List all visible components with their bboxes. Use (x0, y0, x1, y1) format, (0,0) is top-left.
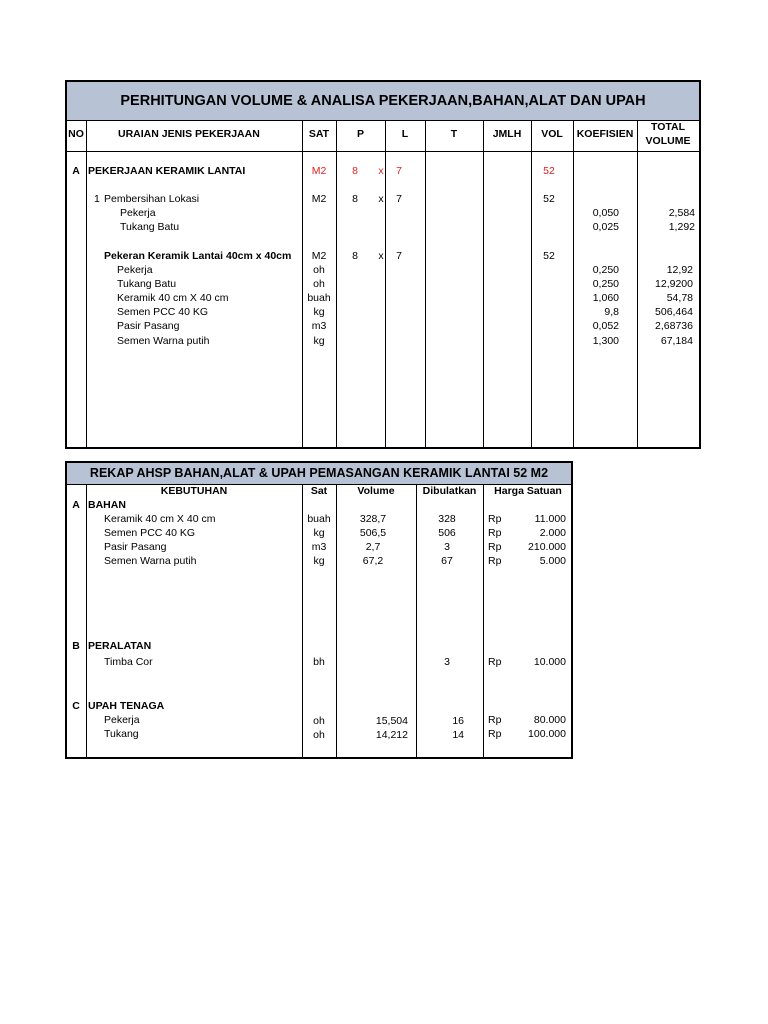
bahan-row-harga: 5.000 (539, 555, 566, 567)
item1-vol: 52 (543, 193, 555, 205)
bahan-row-label: Semen Warna putih (104, 555, 197, 567)
item2-row-label: Tukang Batu (117, 278, 177, 290)
item2-row-sat: kg (313, 335, 325, 347)
item1-label: Pembersihan Lokasi (104, 193, 200, 205)
item2-row-sat: kg (313, 306, 325, 318)
bahan-row-sat: m3 (311, 541, 327, 553)
bahan-row-volume: 328,7 (359, 513, 387, 525)
item1-l: 7 (396, 193, 402, 205)
item2-row-koef: 0,250 (592, 278, 619, 290)
page-title: PERHITUNGAN VOLUME & ANALISA PEKERJAAN,BAHAN,ALAT DAN UPAH (120, 93, 646, 109)
item1-sat: M2 (311, 193, 327, 205)
item2-row-sat: m3 (311, 320, 327, 332)
item2-row-koef: 9,8 (604, 306, 619, 318)
recap-title-bar (67, 463, 571, 485)
bahan-row-dibulatkan: 67 (441, 555, 453, 567)
table-title-bar (67, 82, 699, 121)
item2-row-total: 54,78 (666, 292, 693, 304)
bahan-row-volume: 67,2 (362, 555, 384, 567)
col-header-sat: Sat (310, 485, 328, 497)
col-header-no: NO (68, 128, 84, 140)
col-header-koefisien: KOEFISIEN (576, 128, 634, 140)
bahan-label: BAHAN (88, 499, 126, 511)
item1-no: 1 (94, 193, 100, 205)
bahan-row-rp: Rp (488, 513, 502, 525)
item1-row-label: Pekerja (120, 207, 156, 219)
bahan-row-harga: 2.000 (539, 527, 566, 539)
upah-row-rp: Rp (488, 728, 502, 740)
col-header-jmlh: JMLH (492, 128, 522, 140)
upah-row-sat: oh (313, 729, 325, 741)
item2-row-koef: 1,060 (592, 292, 619, 304)
section-a-no: A (72, 165, 80, 177)
upah-row-harga: 100.000 (528, 728, 566, 740)
item2-vol: 52 (543, 250, 555, 262)
col-header-harga-satuan: Harga Satuan (494, 485, 562, 497)
bahan-row-rp: Rp (488, 541, 502, 553)
col-header-t: T (450, 128, 458, 140)
section-a-x: x (378, 165, 384, 177)
bahan-row-dibulatkan: 3 (444, 541, 450, 553)
upah-row-label: Tukang (104, 728, 139, 740)
item2-row-total: 12,9200 (655, 278, 693, 290)
item2-row-koef: 1,300 (592, 335, 619, 347)
col-header-kebutuhan: KEBUTUHAN (160, 485, 228, 497)
upah-row-sat: oh (313, 715, 325, 727)
upah-no: C (72, 700, 80, 712)
upah-row-rp: Rp (488, 714, 502, 726)
col-header-volume: VOLUME (645, 135, 691, 147)
item2-row-label: Pasir Pasang (117, 320, 180, 332)
item2-row-sat: oh (313, 278, 325, 290)
col-header-l: L (401, 128, 409, 140)
col-header-uraian: URAIAN JENIS PEKERJAAN (118, 128, 260, 140)
item2-sat: M2 (311, 250, 327, 262)
item2-row-sat: buah (307, 292, 331, 304)
section-a-label: PEKERJAAN KERAMIK LANTAI (88, 165, 246, 177)
item2-row-sat: oh (313, 264, 325, 276)
item2-row-label: Pekerja (117, 264, 153, 276)
bahan-row-harga: 11.000 (534, 513, 566, 525)
item1-row-koef: 0,025 (592, 221, 619, 233)
upah-row-dibulatkan: 16 (452, 715, 464, 727)
bahan-row-rp: Rp (488, 555, 502, 567)
item1-x: x (378, 193, 384, 205)
upah-row-dibulatkan: 14 (452, 729, 464, 741)
item1-row-total: 2,584 (668, 207, 695, 219)
item1-row-total: 1,292 (668, 221, 695, 233)
recap-title: REKAP AHSP BAHAN,ALAT & UPAH PEMASANGAN KERAMIK LANTAI 52 M2 (89, 466, 549, 480)
item2-l: 7 (396, 250, 402, 262)
peralatan-no: B (72, 640, 80, 652)
item1-row-label: Tukang Batu (120, 221, 180, 233)
bahan-row-label: Semen PCC 40 KG (104, 527, 196, 539)
peralatan-row-sat: bh (313, 656, 325, 668)
item2-row-koef: 0,052 (592, 320, 619, 332)
section-a-l: 7 (396, 165, 402, 177)
bahan-row-sat: kg (313, 555, 325, 567)
col-header-total: TOTAL (650, 121, 686, 133)
bahan-no: A (72, 499, 80, 511)
item2-p: 8 (352, 250, 358, 262)
section-a-vol: 52 (543, 165, 555, 177)
bahan-row-dibulatkan: 506 (438, 527, 456, 539)
bahan-row-dibulatkan: 328 (438, 513, 456, 525)
upah-row-label: Pekerja (104, 714, 140, 726)
bahan-row-sat: buah (307, 513, 331, 525)
bahan-row-harga: 210.000 (528, 541, 566, 553)
item2-row-total: 12,92 (666, 264, 693, 276)
item1-p: 8 (352, 193, 358, 205)
col-header-vol: VOL (541, 128, 563, 140)
col-header-p: P (356, 128, 364, 140)
col-header-dibulatkan: Dibulatkan (422, 485, 477, 497)
peralatan-row-label: Timba Cor (104, 656, 153, 668)
item2-row-label: Semen PCC 40 KG (117, 306, 209, 318)
bahan-row-label: Keramik 40 cm X 40 cm (104, 513, 216, 525)
peralatan-label: PERALATAN (88, 640, 152, 652)
item2-row-label: Keramik 40 cm X 40 cm (117, 292, 229, 304)
item2-row-total: 2,68736 (655, 320, 693, 332)
bahan-row-sat: kg (313, 527, 325, 539)
section-a-sat: M2 (311, 165, 327, 177)
section-a-p: 8 (352, 165, 358, 177)
peralatan-row-dibulatkan: 3 (444, 656, 450, 668)
upah-row-harga: 80.000 (533, 714, 566, 726)
upah-row-volume: 14,212 (375, 729, 408, 741)
item2-row-koef: 0,250 (592, 264, 619, 276)
upah-row-volume: 15,504 (375, 715, 408, 727)
col-header-sat: SAT (308, 128, 330, 140)
item2-row-total: 67,184 (660, 335, 693, 347)
bahan-row-volume: 2,7 (365, 541, 381, 553)
upah-label: UPAH TENAGA (88, 700, 165, 712)
bahan-row-rp: Rp (488, 527, 502, 539)
bahan-row-volume: 506,5 (359, 527, 387, 539)
bahan-row-label: Pasir Pasang (104, 541, 167, 553)
item2-row-label: Semen Warna putih (117, 335, 210, 347)
col-header-volume: Volume (357, 485, 395, 497)
peralatan-row-harga: 10.000 (533, 656, 566, 668)
item2-x: x (378, 250, 384, 262)
peralatan-row-rp: Rp (488, 656, 502, 668)
item1-row-koef: 0,050 (592, 207, 619, 219)
item2-label: Pekeran Keramik Lantai 40cm x 40cm (104, 250, 292, 262)
item2-row-total: 506,464 (655, 306, 693, 318)
